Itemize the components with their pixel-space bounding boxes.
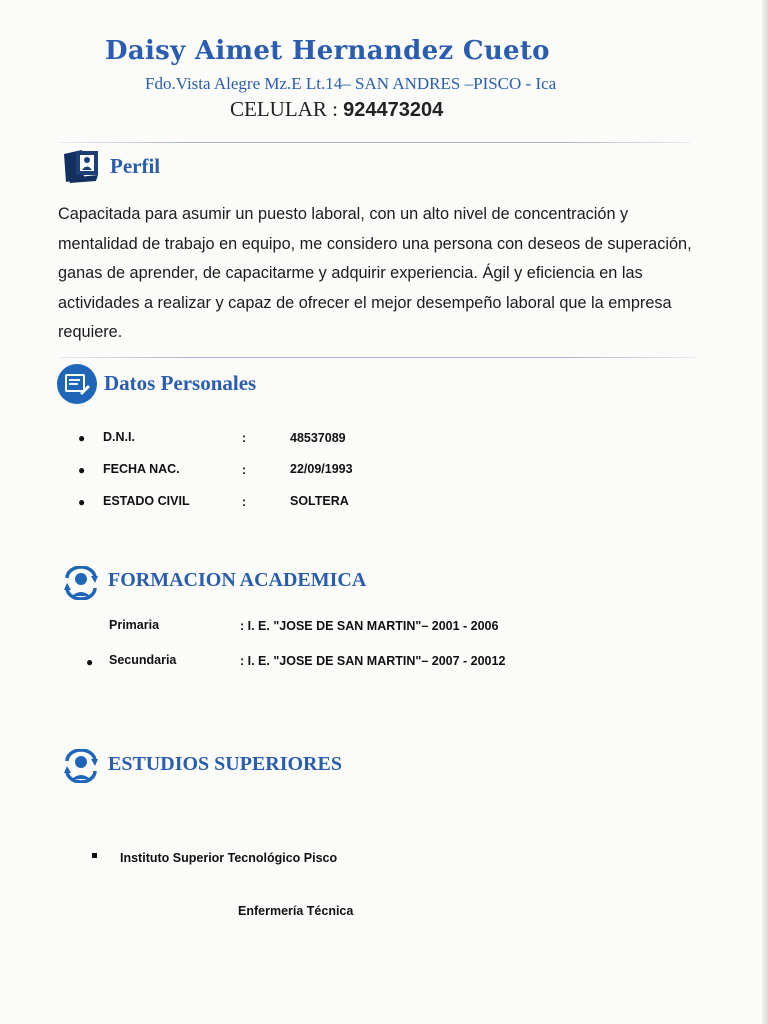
perfil-title: Perfil — [110, 154, 161, 178]
primaria-label: Primaria — [109, 618, 160, 632]
civil-status-separator: : — [242, 495, 247, 509]
candidate-name: Daisy Aimet Hernandez Cueto — [105, 36, 550, 66]
people-exchange-icon — [63, 566, 99, 605]
formacion-title: FORMACION ACADEMICA — [108, 569, 367, 591]
bullet: ● — [78, 463, 86, 477]
birthdate-separator: : — [242, 463, 247, 477]
bullet: ● — [86, 655, 94, 669]
perfil-divider — [60, 357, 695, 358]
secundaria-label: Secundaria — [109, 653, 177, 667]
header-divider — [60, 142, 690, 143]
civil-status-value: SOLTERA — [290, 494, 349, 508]
id-card-icon — [56, 363, 98, 410]
secundaria-value: : I. E. "JOSE DE SAN MARTIN"– 2007 - 20012 — [240, 654, 506, 668]
page-edge — [762, 0, 768, 1024]
phone-number: 924473204 — [343, 99, 444, 121]
bullet: ● — [78, 495, 86, 509]
birthdate-label: FECHA NAC. — [103, 462, 180, 476]
bullet: ● — [78, 431, 86, 445]
primaria-value: : I. E. "JOSE DE SAN MARTIN"– 2001 - 2006 — [240, 619, 499, 633]
civil-status-label: ESTADO CIVIL — [103, 494, 190, 508]
dni-separator: : — [242, 431, 247, 445]
people-exchange-icon — [63, 749, 99, 788]
phone-line — [230, 97, 443, 122]
estudios-title: ESTUDIOS SUPERIORES — [108, 753, 342, 775]
profile-text: Capacitada para asumir un puesto laboral, con un alto nivel de concentración y mentalidad de trabajo en equipo, me considero una persona con deseos de superación, ganas de aprender, de capacitarme y adquirir experiencia. Ágil y eficiencia en las actividades a realizar y capaz de ofrecer el mejor desempeño laboral que la empresa requiere. — [58, 205, 692, 341]
dni-value: 48537089 — [290, 431, 346, 445]
dni-label: D.N.I. — [103, 430, 135, 444]
square-bullet — [92, 853, 97, 858]
phone-label: CELULAR : — [230, 97, 344, 121]
institution-name: Instituto Superior Tecnológico Pisco — [120, 851, 338, 865]
birthdate-value: 22/09/1993 — [290, 462, 353, 476]
address: Fdo.Vista Alegre Mz.E Lt.14– SAN ANDRES –PISCO - Ica — [145, 74, 557, 93]
datos-personales-title: Datos Personales — [104, 371, 257, 395]
career-name: Enfermería Técnica — [238, 904, 354, 918]
portrait-icon — [62, 148, 100, 189]
